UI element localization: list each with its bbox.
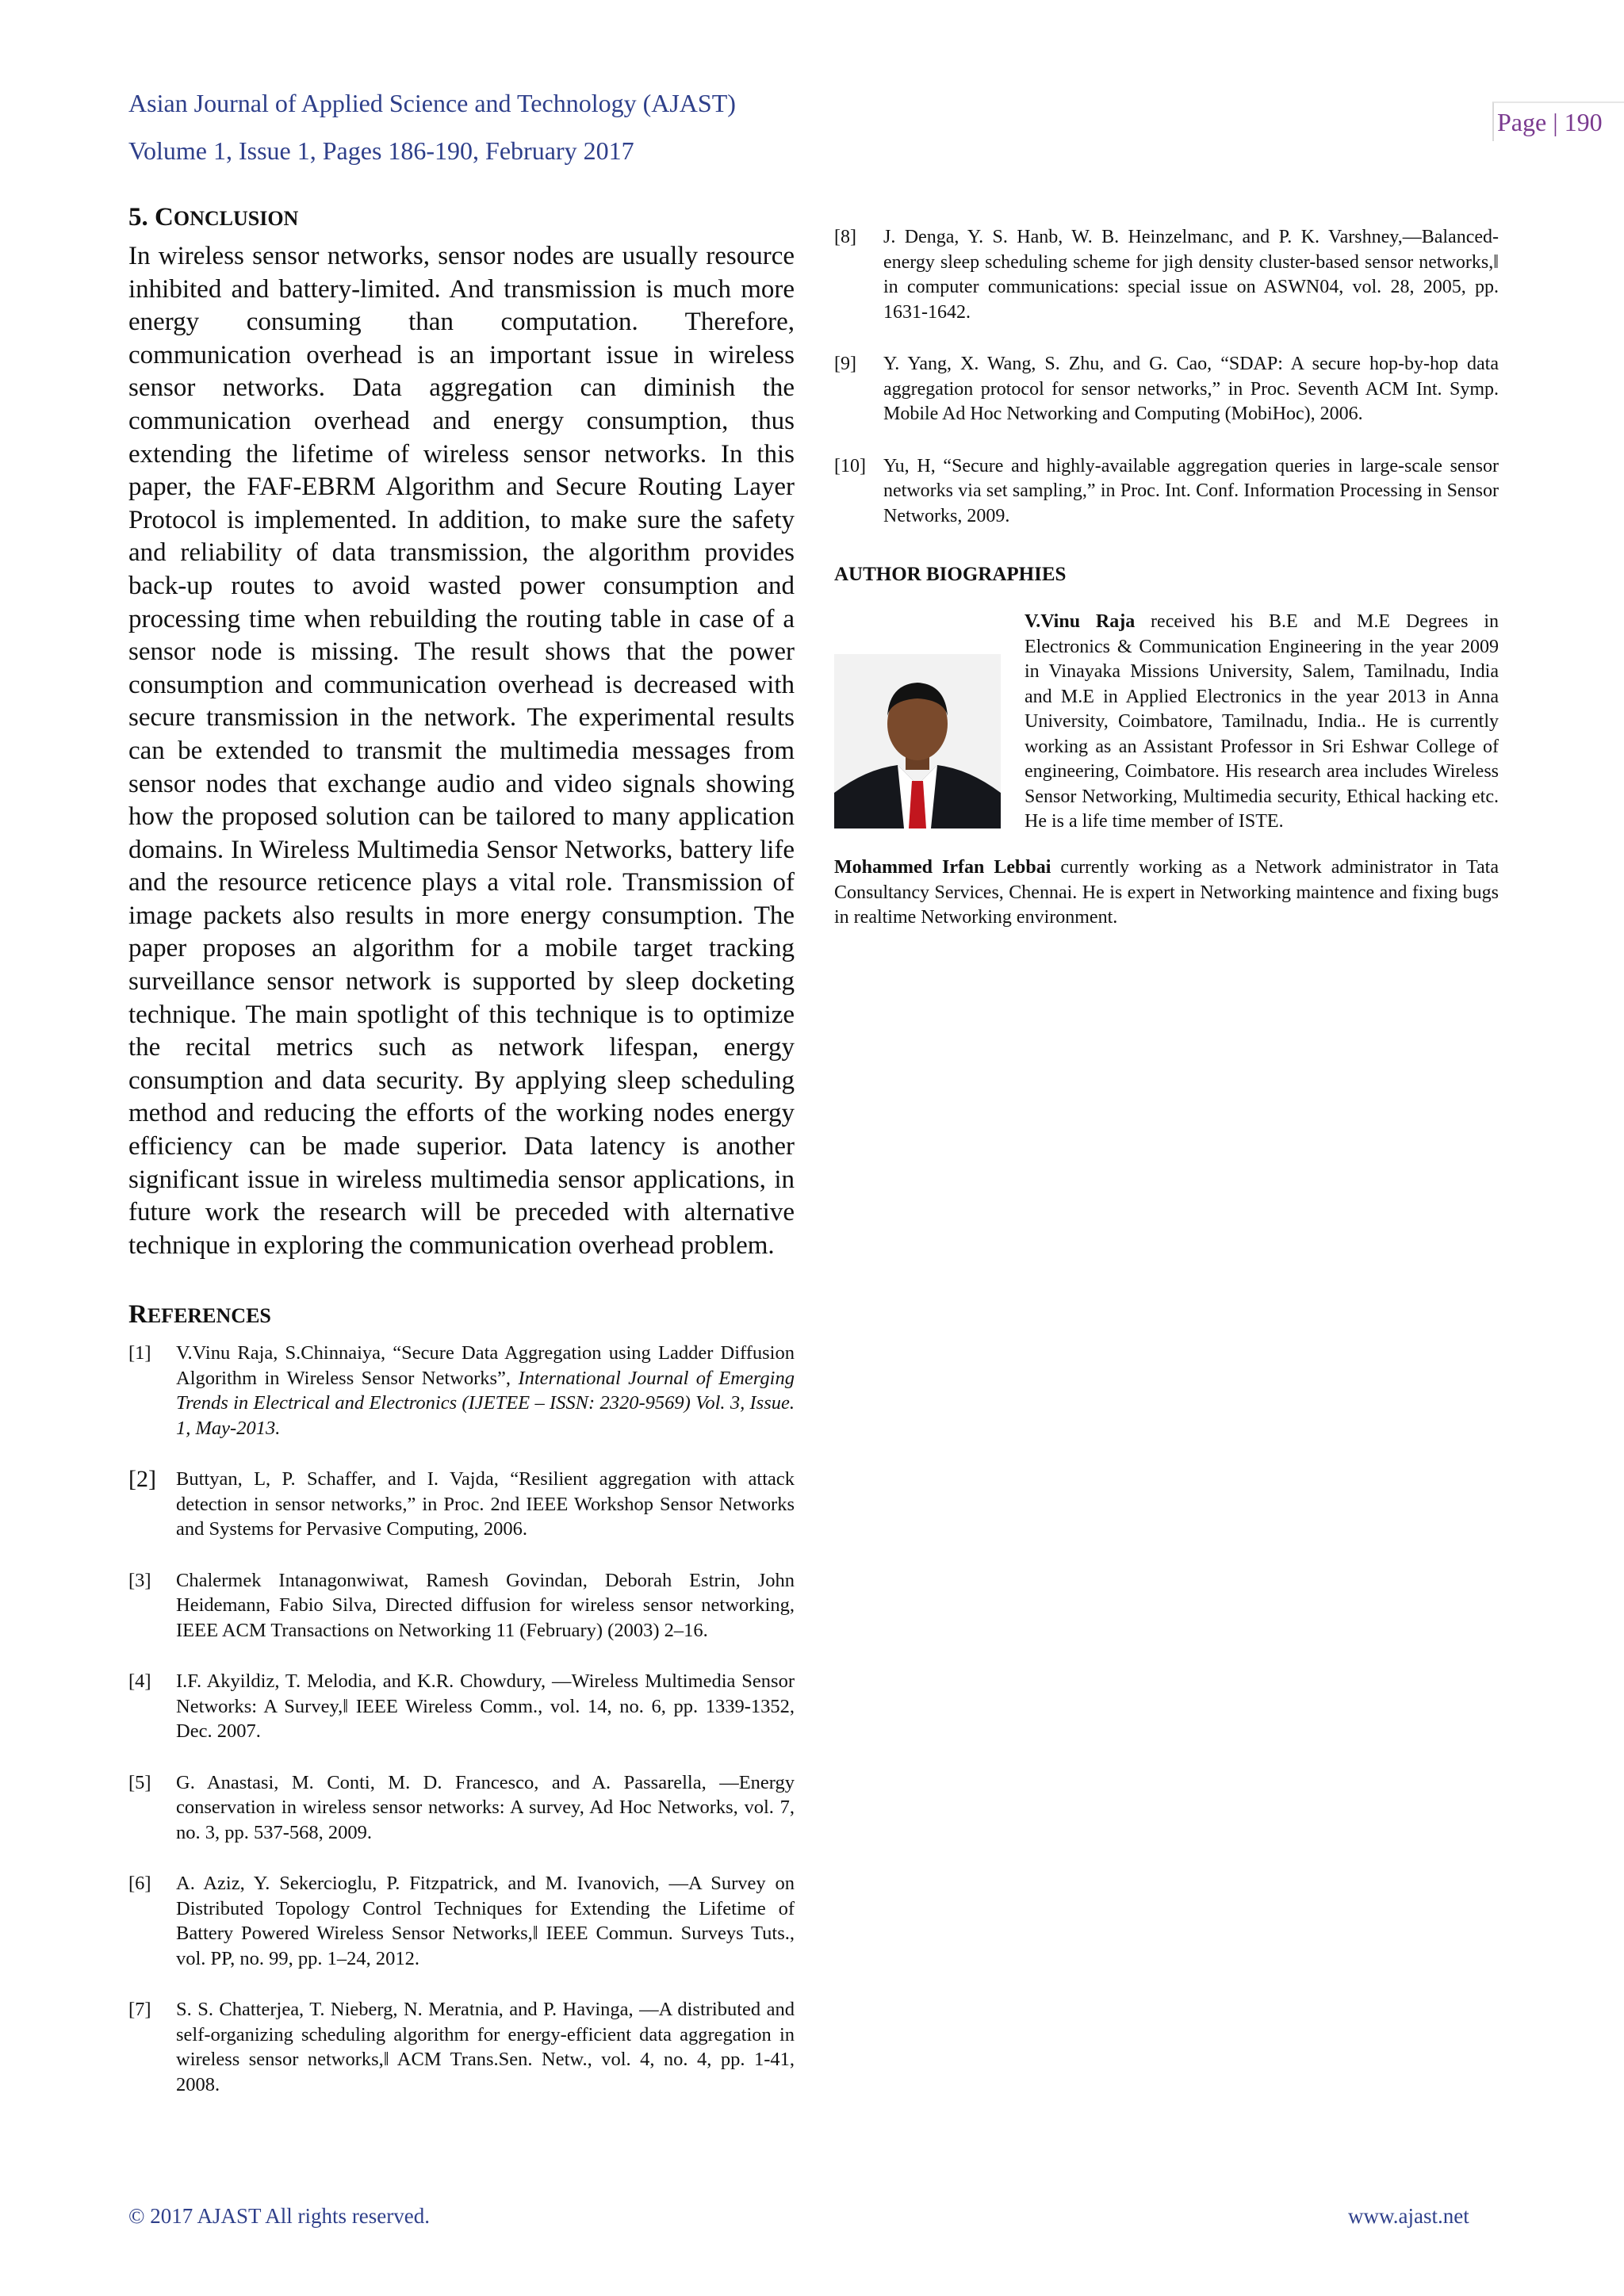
author-1-text: received his B.E and M.E Degrees in Electronics & Communication Engineering in the year 2009 in Vinayaka Missions University, Salem, Tamilnadu, India and M.E in Applied Electronics in the year 2013 in Anna University, Coimbatore, Tamilnadu, India.. He is currently working as an Assistant Professor in Sri Eshwar College of engineering, Coimbatore. His research area includes Wireless Sensor Networking, Multimedia security, Ethical hacking etc. He is a life time member of ISTE. bbox=[1025, 611, 1499, 832]
references-heading-rest: EFERENCES bbox=[147, 1304, 271, 1328]
footer-website-link[interactable]: www.ajast.net bbox=[1348, 2204, 1469, 2228]
reference-item bbox=[128, 1770, 795, 1846]
reference-italic-text: International Journal of Emerging Trends in Electrical and Electronics (IJETEE – ISSN: 2320-9569) Vol. 3, Issue. 1, May-2013. bbox=[176, 1367, 795, 1439]
footer-copyright: © 2017 AJAST All rights reserved. bbox=[128, 2204, 431, 2228]
page-number: Page | 190 bbox=[1492, 101, 1624, 141]
reference-number: [9] bbox=[834, 354, 856, 374]
reference-number: [5] bbox=[128, 1771, 151, 1793]
reference-text: A. Aziz, Y. Sekercioglu, P. Fitzpatrick, and M. Ivanovich, ―A Survey on Distributed Topology Control Techniques for Extending the Lifetime of Battery Powered Wireless Sensor Networks,‖ IEEE Commun. Surveys Tuts., vol. PP, no. 99, pp. 1–24, 2012. bbox=[176, 1873, 795, 1969]
reference-number: [4] bbox=[128, 1670, 151, 1693]
references-section bbox=[128, 1300, 795, 2097]
reference-item bbox=[128, 1568, 795, 1644]
reference-item bbox=[834, 225, 1499, 325]
reference-item bbox=[834, 454, 1499, 530]
conclusion-heading-rest: ONCLUSION bbox=[173, 207, 299, 230]
conclusion-body: In wireless sensor networks, sensor nodes are usually resource inhibited and battery-limited. And transmission is much more energy consuming than computation. Therefore, communication overhead is an important issue in wireless sensor networks. Data aggregation can diminish the communication overhead and energy consumption, thus extending the lifetime of wireless sensor networks. In this paper, the FAF-EBRM Algorithm and Secure Routing Layer Protocol is implemented. In addition, to make sure the safety and reliability of data transmission, the algorithm provides back-up routes to avoid wasted power consumption and processing time when rebuilding the routing table in case of a sensor node is missing. The result shows that the power consumption and communication overhead is decreased with secure transmission in the network. The experimental results can be extended to transmit the multimedia messages from sensor nodes that exchange audio and video signals showing how the proposed solution can be tailored to many application domains. In Wireless Multimedia Sensor Networks, battery life and the resource reticence plays a vital role. Transmission of image packets also results in more energy consumption. The paper proposes an algorithm for a mobile target tracking surveillance sensor network is supported by sleep docketing technique. The main spotlight of this technique is to optimize the recital metrics such as network lifespan, energy consumption and data security. By applying sleep scheduling method and reducing the efforts of the working nodes energy efficiency can be made superior. Data latency is another significant issue in wireless multimedia sensor applications, in future work the research will be preceded with alternative technique in exploring the communication overhead problem. bbox=[128, 242, 795, 1260]
author-bio-2 bbox=[834, 855, 1499, 931]
reference-number: [6] bbox=[128, 1873, 151, 1895]
reference-number: [1] bbox=[128, 1342, 151, 1364]
reference-number: [7] bbox=[128, 1999, 151, 2021]
reference-item bbox=[128, 1669, 795, 1744]
author-photo bbox=[834, 654, 1001, 828]
author-bio-1 bbox=[834, 610, 1499, 835]
reference-number: [8] bbox=[834, 227, 856, 247]
reference-text: Y. Yang, X. Wang, S. Zhu, and G. Cao, “SDAP: A secure hop-by-hop data aggregation protocol for sensor networks,” in Proc. Seventh ACM Int. Symp. Mobile Ad Hoc Networking and Computing (MobiHoc), 2006. bbox=[883, 354, 1499, 424]
author-1-name: V.Vinu Raja bbox=[1025, 611, 1136, 632]
journal-volume-line: Volume 1, Issue 1, Pages 186-190, February 2017 bbox=[128, 136, 634, 165]
reference-item bbox=[834, 352, 1499, 427]
journal-title: Asian Journal of Applied Science and Technology (AJAST) bbox=[128, 89, 736, 117]
reference-item bbox=[128, 1871, 795, 1971]
reference-text: J. Denga, Y. S. Hanb, W. B. Heinzelmanc, and P. K. Varshney,―Balanced-energy sleep scheduling scheme for jigh density cluster-based sensor networks,‖ in computer communications: special issue on ASWN04, vol. 28, 2005, pp. 1631-1642. bbox=[883, 227, 1499, 323]
reference-text: Buttyan, L, P. Schaffer, and I. Vajda, “Resilient aggregation with attack detection in sensor networks,” in Proc. 2nd IEEE Workshop Sensor Networks and Systems for Pervasive Computing, 2006. bbox=[176, 1468, 795, 1540]
right-column bbox=[834, 225, 1499, 931]
conclusion-heading bbox=[128, 203, 795, 232]
author-biographies-heading: AUTHOR BIOGRAPHIES bbox=[834, 564, 1067, 585]
reference-item bbox=[128, 1997, 795, 2097]
reference-number: [2] bbox=[128, 1466, 156, 1493]
reference-text: G. Anastasi, M. Conti, M. D. Francesco, and A. Passarella, ―Energy conservation in wireless sensor networks: A survey, Ad Hoc Networks, vol. 7, no. 3, pp. 537-568, 2009. bbox=[176, 1771, 795, 1843]
references-heading-first: R bbox=[128, 1300, 147, 1330]
author-2-name: Mohammed Irfan Lebbai bbox=[834, 857, 1051, 878]
reference-number: [3] bbox=[128, 1569, 151, 1591]
reference-text: I.F. Akyildiz, T. Melodia, and K.R. Chowdury, ―Wireless Multimedia Sensor Networks: A Survey,‖ IEEE Wireless Comm., vol. 14, no. 6, pp. 1339-1352, Dec. 2007. bbox=[176, 1670, 795, 1743]
reference-text: S. S. Chatterjea, T. Nieberg, N. Meratnia, and P. Havinga, ―A distributed and self-organizing scheduling algorithm for energy-efficient data aggregation in wireless sensor networks,‖ ACM Trans.Sen. Netw., vol. 4, no. 4, pp. 1-41, 2008. bbox=[176, 1999, 795, 2095]
reference-item bbox=[128, 1467, 795, 1542]
author-2-text: currently working as a Network administrator in Tata Consultancy Services, Chennai. He is expert in Networking maintence and fixing bugs in realtime Networking environment. bbox=[834, 857, 1499, 928]
reference-text: V.Vinu Raja, S.Chinnaiya, “Secure Data Aggregation using Ladder Diffusion Algorithm in Wireless Sensor Networks”, bbox=[176, 1342, 795, 1389]
reference-text: Chalermek Intanagonwiwat, Ramesh Govindan, Deborah Estrin, John Heidemann, Fabio Silva, Directed diffusion for wireless sensor networking, IEEE ACM Transactions on Networking 11 (February) (2003) 2–16. bbox=[176, 1569, 795, 1641]
conclusion-heading-number: 5. C bbox=[128, 203, 174, 232]
reference-item bbox=[128, 1341, 795, 1441]
references-heading bbox=[128, 1300, 795, 1330]
reference-number: [10] bbox=[834, 455, 866, 476]
left-column bbox=[128, 203, 795, 2123]
reference-text: Yu, H, “Secure and highly-available aggregation queries in large-scale sensor networks via set sampling,” in Proc. Int. Conf. Information Processing in Sensor Networks, 2009. bbox=[883, 455, 1499, 526]
